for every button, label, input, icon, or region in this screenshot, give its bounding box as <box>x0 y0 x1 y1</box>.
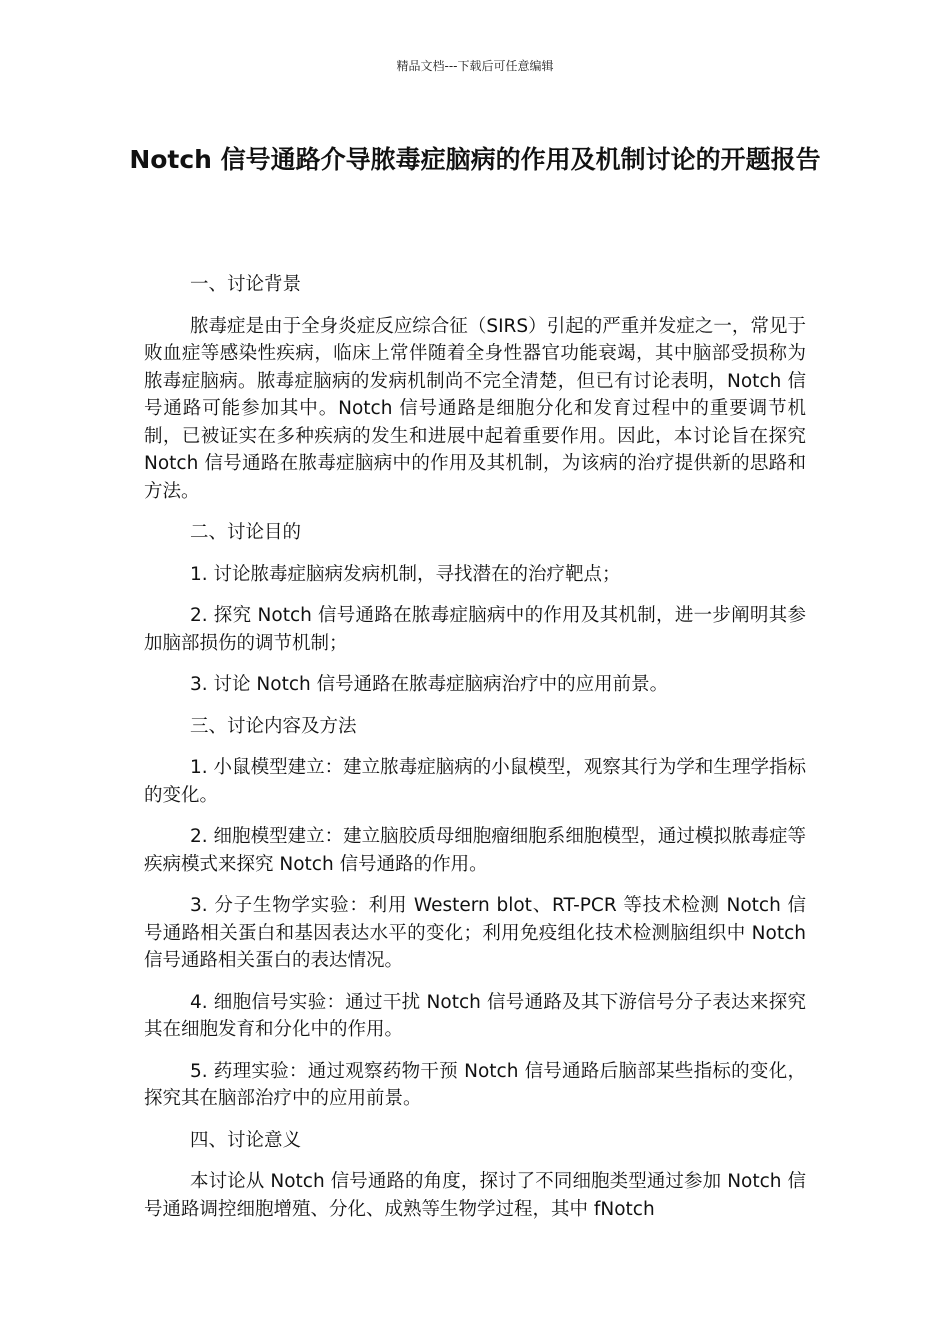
section-heading-methods: 三、讨论内容及方法 <box>190 715 357 737</box>
paragraph-significance: 本讨论从 Notch 信号通路的角度，探讨了不同细胞类型通过参加 Notch 信号通路调控细胞增殖、分化、成熟等生物学过程，其中 fNotch <box>144 1171 806 1220</box>
purpose-item-2: 2. 探究 Notch 信号通路在脓毒症脑病中的作用及其机制，进一步阐明其参加脑部损伤的调节机制； <box>144 605 806 654</box>
method-item-4: 4. 细胞信号实验：通过干扰 Notch 信号通路及其下游信号分子表达来探究其在细胞发育和分化中的作用。 <box>144 991 806 1040</box>
method-item-3: 3. 分子生物学实验：利用 Western blot、RT-PCR 等技术检测 Notch 信号通路相关蛋白和基因表达水平的变化；利用免疫组化技术检测脑组织中 Notch 信号通路相关蛋白的表达情况。 <box>144 895 806 971</box>
page-header: 精品文档---下载后可任意编辑 <box>396 59 554 73</box>
section-heading-significance: 四、讨论意义 <box>190 1129 302 1151</box>
method-item-5: 5. 药理实验：通过观察药物干预 Notch 信号通路后脑部某些指标的变化，探究其在脑部治疗中的应用前景。 <box>144 1060 806 1109</box>
paragraph-background: 脓毒症是由于全身炎症反应综合征（SIRS）引起的严重并发症之一，常见于败血症等感染性疾病，临床上常伴随着全身性器官功能衰竭，其中脑部受损称为脓毒症脑病。脓毒症脑病的发病机制尚不完全清楚，但已有讨论表明，Notch 信号通路可能参加其中。Notch 信号通路是细胞分化和发育过程中的重要调节机制，已被证实在多种疾病的发生和进展中起着重要作用。因此，本讨论旨在探究 Notch 信号通路在脓毒症脑病中的作用及其机制，为该病的治疗提供新的思路和方法。 <box>144 315 806 502</box>
method-item-2: 2. 细胞模型建立：建立脑胶质母细胞瘤细胞系细胞模型，通过模拟脓毒症等疾病模式来探究 Notch 信号通路的作用。 <box>144 826 806 875</box>
section-heading-purpose: 二、讨论目的 <box>190 522 302 543</box>
document-body <box>144 271 806 1237</box>
document-title: Notch 信号通路介导脓毒症脑病的作用及机制讨论的开题报告 <box>129 145 821 174</box>
purpose-item-3: 3. 讨论 Notch 信号通路在脓毒症脑病治疗中的应用前景。 <box>190 674 669 695</box>
method-item-1: 1. 小鼠模型建立：建立脓毒症脑病的小鼠模型，观察其行为学和生理学指标的变化。 <box>144 757 806 806</box>
purpose-item-1: 1. 讨论脓毒症脑病发病机制，寻找潜在的治疗靶点； <box>190 563 621 585</box>
section-heading-background: 一、讨论背景 <box>190 274 302 295</box>
